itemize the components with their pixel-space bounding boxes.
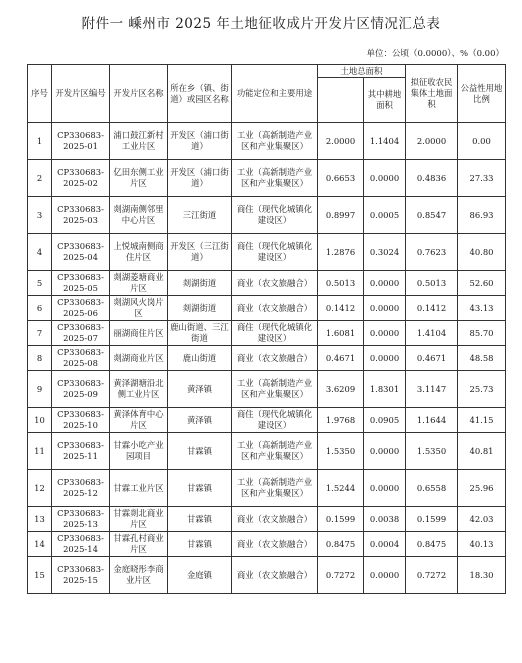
unit-note: 单位：公顷（0.0000）、%（0.00） xyxy=(366,49,504,59)
location-cell: 金庭镇 xyxy=(168,557,232,594)
function-cell: 商住（现代化城镇化建设区） xyxy=(232,234,318,271)
area-cell: 0.1412 xyxy=(318,296,364,321)
table-row xyxy=(28,123,506,160)
area-cell: 0.7272 xyxy=(318,557,364,594)
table-row xyxy=(28,371,506,408)
name-cell: 金庭晓彤李商业片区 xyxy=(110,557,168,594)
location-cell: 开发区（浦口街道） xyxy=(168,123,232,160)
function-cell: 工业（高新制造产业区和产业集聚区） xyxy=(232,371,318,408)
area-cell: 1.2876 xyxy=(318,234,364,271)
code-cell: CP330683-2025-15 xyxy=(52,557,110,594)
table-row xyxy=(28,321,506,346)
name-cell: 上悦城南侧商住片区 xyxy=(110,234,168,271)
seq-cell: 4 xyxy=(28,234,52,271)
code-cell: CP330683-2025-07 xyxy=(52,321,110,346)
collective-cell: 3.1147 xyxy=(406,371,458,408)
code-cell: CP330683-2025-02 xyxy=(52,160,110,197)
seq-cell: 8 xyxy=(28,346,52,371)
name-cell: 剡湖风火岗片区 xyxy=(110,296,168,321)
name-cell: 甘霖孔村商业片区 xyxy=(110,532,168,557)
ratio-cell: 48.58 xyxy=(458,346,506,371)
function-cell: 商业（农文旅融合） xyxy=(232,271,318,296)
header-farmland: 其中耕地面积 xyxy=(364,78,406,123)
ratio-cell: 25.73 xyxy=(458,371,506,408)
area-cell: 0.1599 xyxy=(318,507,364,532)
collective-cell: 1.4104 xyxy=(406,321,458,346)
location-cell: 鹿山街道 xyxy=(168,346,232,371)
function-cell: 商住（现代化城镇化建设区） xyxy=(232,197,318,234)
collective-cell: 0.6558 xyxy=(406,470,458,507)
table-row xyxy=(28,160,506,197)
collective-cell: 0.8475 xyxy=(406,532,458,557)
function-cell: 工业（高新制造产业区和产业集聚区） xyxy=(232,160,318,197)
ratio-cell: 85.70 xyxy=(458,321,506,346)
seq-cell: 2 xyxy=(28,160,52,197)
name-cell: 甘霖工业片区 xyxy=(110,470,168,507)
location-cell: 甘霖镇 xyxy=(168,532,232,557)
code-cell: CP330683-2025-13 xyxy=(52,507,110,532)
seq-cell: 7 xyxy=(28,321,52,346)
farmland-cell: 0.0038 xyxy=(364,507,406,532)
table-row xyxy=(28,507,506,532)
collective-cell: 0.8547 xyxy=(406,197,458,234)
code-cell: CP330683-2025-12 xyxy=(52,470,110,507)
farmland-cell: 0.0000 xyxy=(364,271,406,296)
code-cell: CP330683-2025-04 xyxy=(52,234,110,271)
farmland-cell: 0.0000 xyxy=(364,470,406,507)
collective-cell: 1.1644 xyxy=(406,408,458,433)
ratio-cell: 18.30 xyxy=(458,557,506,594)
code-cell: CP330683-2025-08 xyxy=(52,346,110,371)
name-cell: 黄泽体育中心片区 xyxy=(110,408,168,433)
document-title: 附件一 嵊州市 2025 年土地征收成片开发片区情况汇总表 xyxy=(81,16,441,32)
seq-cell: 5 xyxy=(28,271,52,296)
code-cell: CP330683-2025-01 xyxy=(52,123,110,160)
code-cell: CP330683-2025-05 xyxy=(52,271,110,296)
function-cell: 商业（农文旅融合） xyxy=(232,346,318,371)
code-cell: CP330683-2025-14 xyxy=(52,532,110,557)
collective-cell: 1.5350 xyxy=(406,433,458,470)
function-cell: 商住（现代化城镇化建设区） xyxy=(232,321,318,346)
seq-cell: 10 xyxy=(28,408,52,433)
farmland-cell: 0.0905 xyxy=(364,408,406,433)
ratio-cell: 25.96 xyxy=(458,470,506,507)
ratio-cell: 40.81 xyxy=(458,433,506,470)
area-cell: 0.8997 xyxy=(318,197,364,234)
name-cell: 剡湖菱塘商业片区 xyxy=(110,271,168,296)
function-cell: 商住（现代化城镇化建设区） xyxy=(232,408,318,433)
farmland-cell: 0.0000 xyxy=(364,557,406,594)
name-cell: 剡湖商业片区 xyxy=(110,346,168,371)
area-cell: 0.5013 xyxy=(318,271,364,296)
ratio-cell: 27.33 xyxy=(458,160,506,197)
location-cell: 甘霖镇 xyxy=(168,433,232,470)
seq-cell: 11 xyxy=(28,433,52,470)
collective-cell: 0.4671 xyxy=(406,346,458,371)
header-ratio: 公益性用地比例 xyxy=(458,65,506,123)
name-cell: 剡湖南侧邻里中心片区 xyxy=(110,197,168,234)
location-cell: 鹿山街道、三江街道 xyxy=(168,321,232,346)
table-row xyxy=(28,470,506,507)
location-cell: 三江街道 xyxy=(168,197,232,234)
code-cell: CP330683-2025-09 xyxy=(52,371,110,408)
table-row xyxy=(28,433,506,470)
function-cell: 商业（农文旅融合） xyxy=(232,557,318,594)
table-row xyxy=(28,234,506,271)
farmland-cell: 0.0004 xyxy=(364,532,406,557)
ratio-cell: 52.60 xyxy=(458,271,506,296)
name-cell: 甘霖剡北商业片区 xyxy=(110,507,168,532)
name-cell: 丽湖商住片区 xyxy=(110,321,168,346)
farmland-cell: 0.0000 xyxy=(364,346,406,371)
function-cell: 工业（高新制造产业区和产业集聚区） xyxy=(232,470,318,507)
collective-cell: 0.5013 xyxy=(406,271,458,296)
code-cell: CP330683-2025-11 xyxy=(52,433,110,470)
header-location: 所在乡（镇、街道）或园区名称 xyxy=(168,65,232,123)
ratio-cell: 86.93 xyxy=(458,197,506,234)
table-row xyxy=(28,557,506,594)
farmland-cell: 1.8301 xyxy=(364,371,406,408)
seq-cell: 9 xyxy=(28,371,52,408)
ratio-cell: 41.15 xyxy=(458,408,506,433)
area-cell: 0.8475 xyxy=(318,532,364,557)
area-cell: 3.6209 xyxy=(318,371,364,408)
collective-cell: 0.7623 xyxy=(406,234,458,271)
ratio-cell: 40.80 xyxy=(458,234,506,271)
ratio-cell: 40.13 xyxy=(458,532,506,557)
ratio-cell: 43.13 xyxy=(458,296,506,321)
name-cell: 浦口鼓江新村工业片区 xyxy=(110,123,168,160)
farmland-cell: 0.0000 xyxy=(364,160,406,197)
table-row xyxy=(28,197,506,234)
farmland-cell: 1.1404 xyxy=(364,123,406,160)
seq-cell: 1 xyxy=(28,123,52,160)
farmland-cell: 0.0000 xyxy=(364,321,406,346)
header-name: 开发片区名称 xyxy=(110,65,168,123)
collective-cell: 2.0000 xyxy=(406,123,458,160)
seq-cell: 13 xyxy=(28,507,52,532)
table-row xyxy=(28,408,506,433)
farmland-cell: 0.0000 xyxy=(364,296,406,321)
location-cell: 剡湖街道 xyxy=(168,296,232,321)
location-cell: 开发区（三江街道） xyxy=(168,234,232,271)
ratio-cell: 0.00 xyxy=(458,123,506,160)
name-cell: 黄泽湖塘沿北侧工业片区 xyxy=(110,371,168,408)
table-body xyxy=(28,123,506,594)
name-cell: 亿田东侧工业片区 xyxy=(110,160,168,197)
location-cell: 甘霖镇 xyxy=(168,507,232,532)
table-row xyxy=(28,271,506,296)
function-cell: 工业（高新制造产业区和产业集聚区） xyxy=(232,433,318,470)
location-cell: 甘霖镇 xyxy=(168,470,232,507)
farmland-cell: 0.0000 xyxy=(364,433,406,470)
seq-cell: 3 xyxy=(28,197,52,234)
location-cell: 黄泽镇 xyxy=(168,408,232,433)
code-cell: CP330683-2025-10 xyxy=(52,408,110,433)
ratio-cell: 42.03 xyxy=(458,507,506,532)
collective-cell: 0.1599 xyxy=(406,507,458,532)
area-cell: 1.6081 xyxy=(318,321,364,346)
table-row xyxy=(28,346,506,371)
area-cell: 1.5244 xyxy=(318,470,364,507)
summary-table xyxy=(27,64,506,594)
seq-cell: 14 xyxy=(28,532,52,557)
function-cell: 商业（农文旅融合） xyxy=(232,296,318,321)
function-cell: 商业（农文旅融合） xyxy=(232,532,318,557)
seq-cell: 15 xyxy=(28,557,52,594)
area-cell: 0.6653 xyxy=(318,160,364,197)
table-row xyxy=(28,532,506,557)
collective-cell: 0.7272 xyxy=(406,557,458,594)
seq-cell: 6 xyxy=(28,296,52,321)
function-cell: 商业（农文旅融合） xyxy=(232,507,318,532)
farmland-cell: 0.3024 xyxy=(364,234,406,271)
header-land-area-sub xyxy=(318,78,364,123)
area-cell: 0.4671 xyxy=(318,346,364,371)
collective-cell: 0.4836 xyxy=(406,160,458,197)
area-cell: 2.0000 xyxy=(318,123,364,160)
location-cell: 开发区（浦口街道） xyxy=(168,160,232,197)
header-seq: 序号 xyxy=(28,65,52,123)
location-cell: 剡湖街道 xyxy=(168,271,232,296)
header-function: 功能定位和主要用途 xyxy=(232,65,318,123)
area-cell: 1.5350 xyxy=(318,433,364,470)
code-cell: CP330683-2025-03 xyxy=(52,197,110,234)
header-land-area: 土地总面积 xyxy=(318,65,406,78)
location-cell: 黄泽镇 xyxy=(168,371,232,408)
farmland-cell: 0.0005 xyxy=(364,197,406,234)
header-code: 开发片区编号 xyxy=(52,65,110,123)
table-row xyxy=(28,296,506,321)
code-cell: CP330683-2025-06 xyxy=(52,296,110,321)
seq-cell: 12 xyxy=(28,470,52,507)
collective-cell: 0.1412 xyxy=(406,296,458,321)
function-cell: 工业（高新制造产业区和产业集聚区） xyxy=(232,123,318,160)
name-cell: 甘霖小吃产业园项目 xyxy=(110,433,168,470)
header-collective: 拟征收农民集体土地面积 xyxy=(406,65,458,123)
area-cell: 1.9768 xyxy=(318,408,364,433)
